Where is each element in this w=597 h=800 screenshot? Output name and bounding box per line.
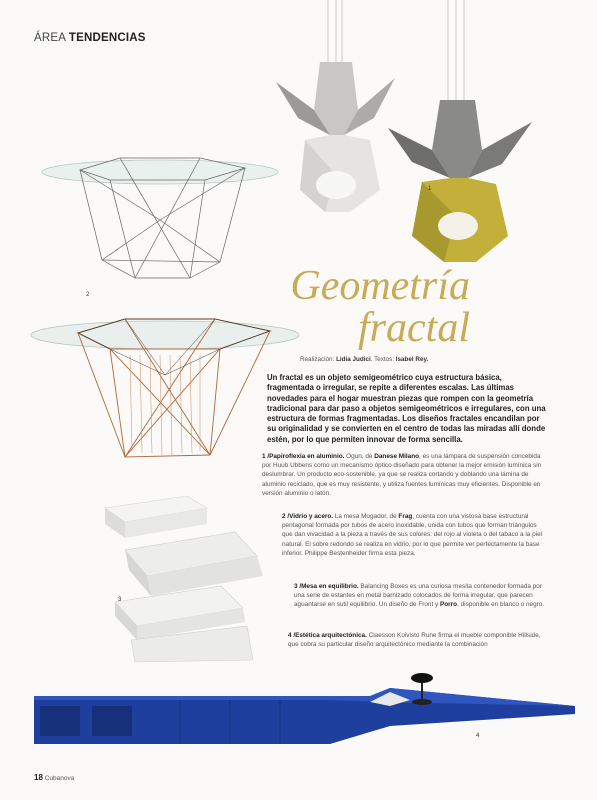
item-paragraph-3: 3 /Mesa en equilibrio. Balancing Boxes es una curiosa mesita contenedor formada por una serie de estantes en metal barnizado colocados de forma irregular, que parecen aguantarse en sutil equilibrio. Un diseño de Front y Porro, disponible en blanco o negro. [294,583,545,609]
glass-table-wire-image [40,150,280,290]
lamps-image [270,0,570,270]
magazine-name: Cubanova [44,775,75,782]
figure-label-1: 1 [428,186,432,192]
lead-paragraph: Un fractal es un objeto semigeométrico cuya estructura básica, fragmentada o irregular, se repite a diferentes escalas. Las últimas novedades para el hogar muestran piezas que rompen con la geometría tradicional para dar paso a objetos semigeométricos e irregulares, con una estructura de formas fragmentadas. Los diseños fractales encandilan por su originalidad y se convierten en el centro de todas las miradas allí donde estén, por lo que permiten innovar de forma sencilla. [267,373,546,444]
item-paragraph-2: 2 /Vidrio y acero. La mesa Mogador, de Frag, cuenta con una vistosa base estructural pentagonal formada por tubos de acero inoxidable, unida con tubos que forman triángulos que dan vivacidad a la pieza a través de sus colores: del rojo al violeta o del tabaco a la piel natural. El sobre redondo se realiza en vidrio, por lo que permite ver perfectamente la base inferior. Philippe Bestenheider firma esta pieza. [282,513,543,557]
credits-author: Lidia Judici [336,356,371,363]
figure-label-4: 4 [476,733,480,739]
credits: Realización: Lidia Judici. Textos: Isabel Rey. [300,356,429,363]
item-paragraph-4: 4 /Estética arquitectónica. Claesson Koivisto Rune firma el mueble componible Hillside, que cobra su particular diseño arquitectónico mediante la combinación [288,632,541,649]
credits-writer: Isabel Rey. [395,356,429,363]
item-paragraph-1: 1 /Papiroflexia en aluminio. Ogun, de Danese Milano, es una lámpara de suspensión concebida por Huub Ubbens como un mecanismo óptico diseñado para obtener la mejor emisión lumínica sin deslumbrar. Un producto eco-sostenible, ya que se realiza cortando y doblando una lámina de aluminio reciclado, que es muy resistente, y utiliza fuentes lumínicas muy eficientes. Disponible en versión aluminio o latón. [262,453,542,497]
glass-table-color-image [30,315,300,465]
article-title-line2: fractal [358,305,470,351]
credits-mid: Textos: [374,356,395,363]
section-label: ÁREA [34,32,66,44]
hillside-furniture-image [30,670,590,760]
credits-prefix: Realización: [300,356,335,363]
page-footer [34,773,74,782]
section-name: TENDENCIAS [68,32,146,44]
figure-label-3: 3 [118,597,122,603]
figure-label-2: 2 [86,292,90,298]
article-title-line1: Geometría [290,263,470,309]
balancing-boxes-image [95,490,280,665]
page-number: 18 [34,773,43,782]
section-header [34,32,146,44]
